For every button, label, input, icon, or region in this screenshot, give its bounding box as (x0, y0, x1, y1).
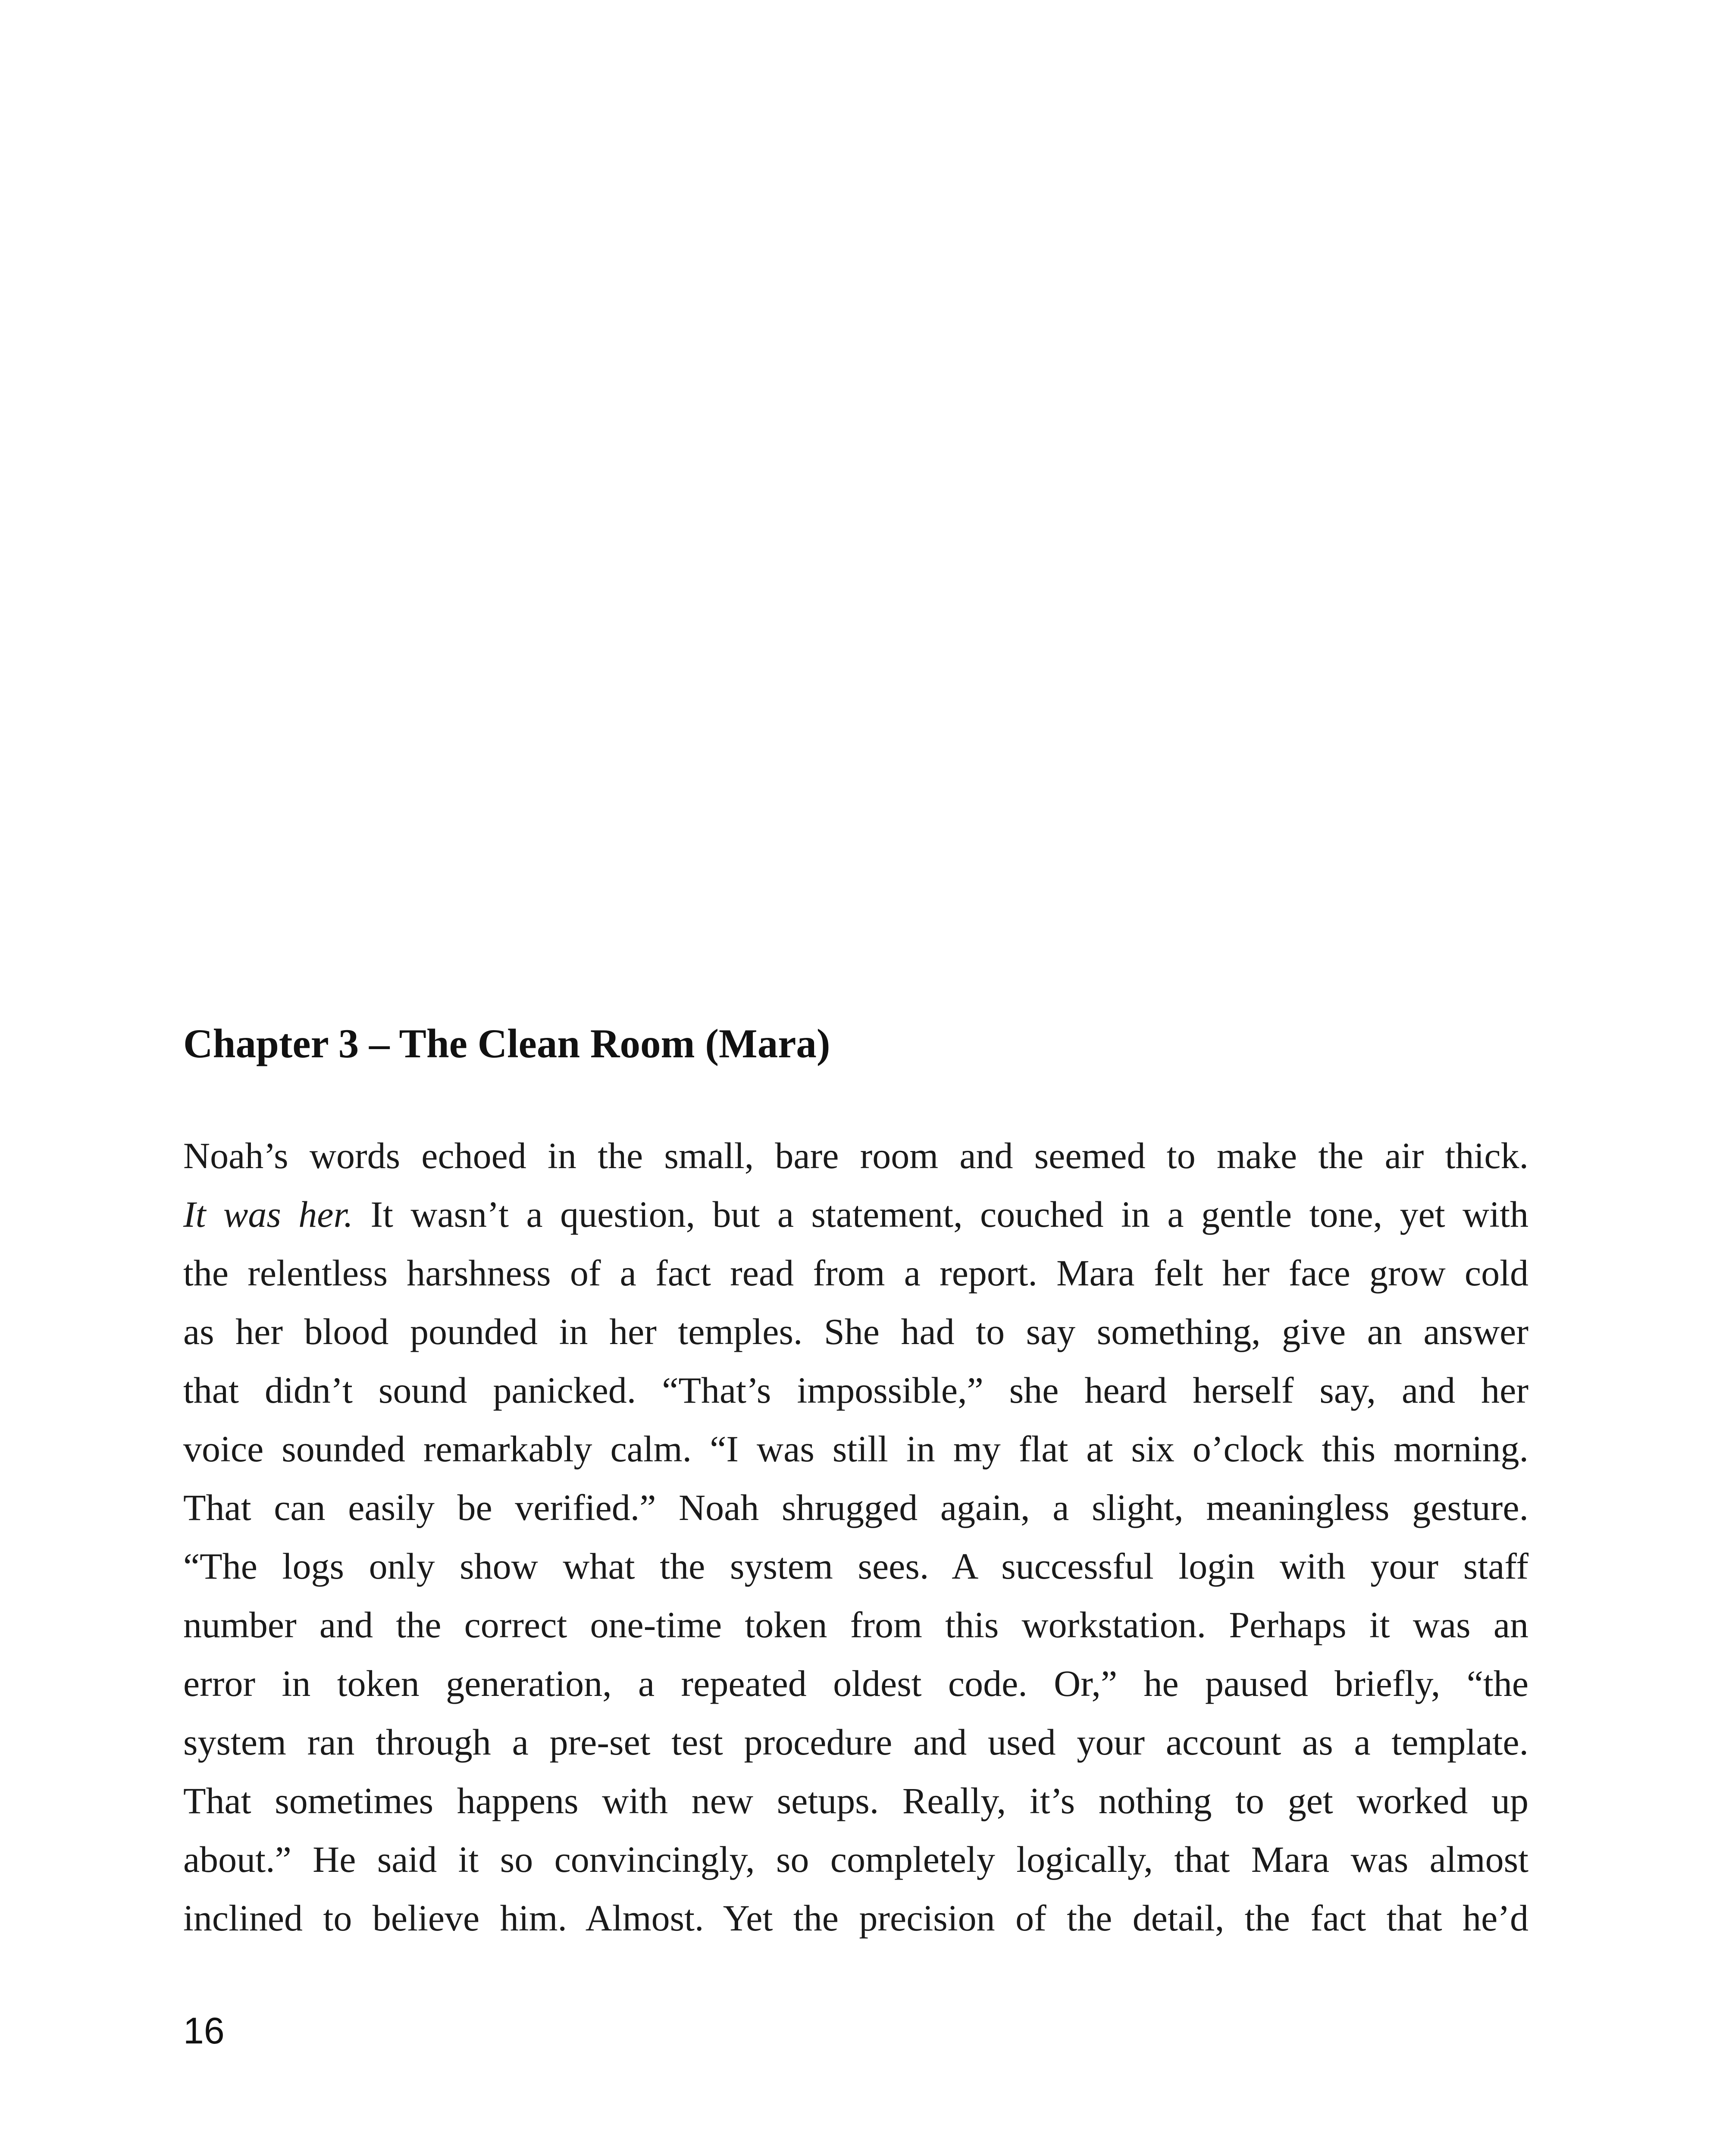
body-line (183, 1185, 1528, 1244)
body-line: Noah’s words echoed in the small, bare room and seemed to make the air thick. (183, 1135, 1528, 1176)
chapter-title: Chapter 3 – The Clean Room (Mara) (183, 1021, 830, 1066)
body-line: voice sounded remarkably calm. “I was still in my flat at six o’clock this morning. (183, 1428, 1528, 1470)
body-line-rest: It wasn’t a question, but a statement, couched in a gentle tone, yet with (353, 1194, 1529, 1235)
body-line: about.” He said it so convincingly, so completely logically, that Mara was almost (183, 1839, 1528, 1880)
body-line: That sometimes happens with new setups. Really, it’s nothing to get worked up (183, 1780, 1528, 1821)
body-line: that didn’t sound panicked. “That’s impossible,” she heard herself say, and her (183, 1369, 1528, 1411)
italic-phrase: It was her. (183, 1194, 353, 1235)
page-number: 16 (183, 2010, 225, 2052)
chapter-body (183, 1126, 1528, 1947)
body-line: number and the correct one-time token from this workstation. Perhaps it was an (183, 1604, 1528, 1645)
body-line: That can easily be verified.” Noah shrugged again, a slight, meaningless gesture. (183, 1487, 1528, 1528)
body-line: inclined to believe him. Almost. Yet the precision of the detail, the fact that he’d (183, 1897, 1528, 1939)
body-line: error in token generation, a repeated oldest code. Or,” he paused briefly, “the (183, 1663, 1528, 1704)
body-line: as her blood pounded in her temples. She had to say something, give an answer (183, 1311, 1528, 1352)
body-line: “The logs only show what the system sees. A successful login with your staff (183, 1545, 1528, 1587)
body-line: the relentless harshness of a fact read from a report. Mara felt her face grow cold (183, 1252, 1528, 1294)
body-line: system ran through a pre-set test procedure and used your account as a template. (183, 1721, 1528, 1763)
